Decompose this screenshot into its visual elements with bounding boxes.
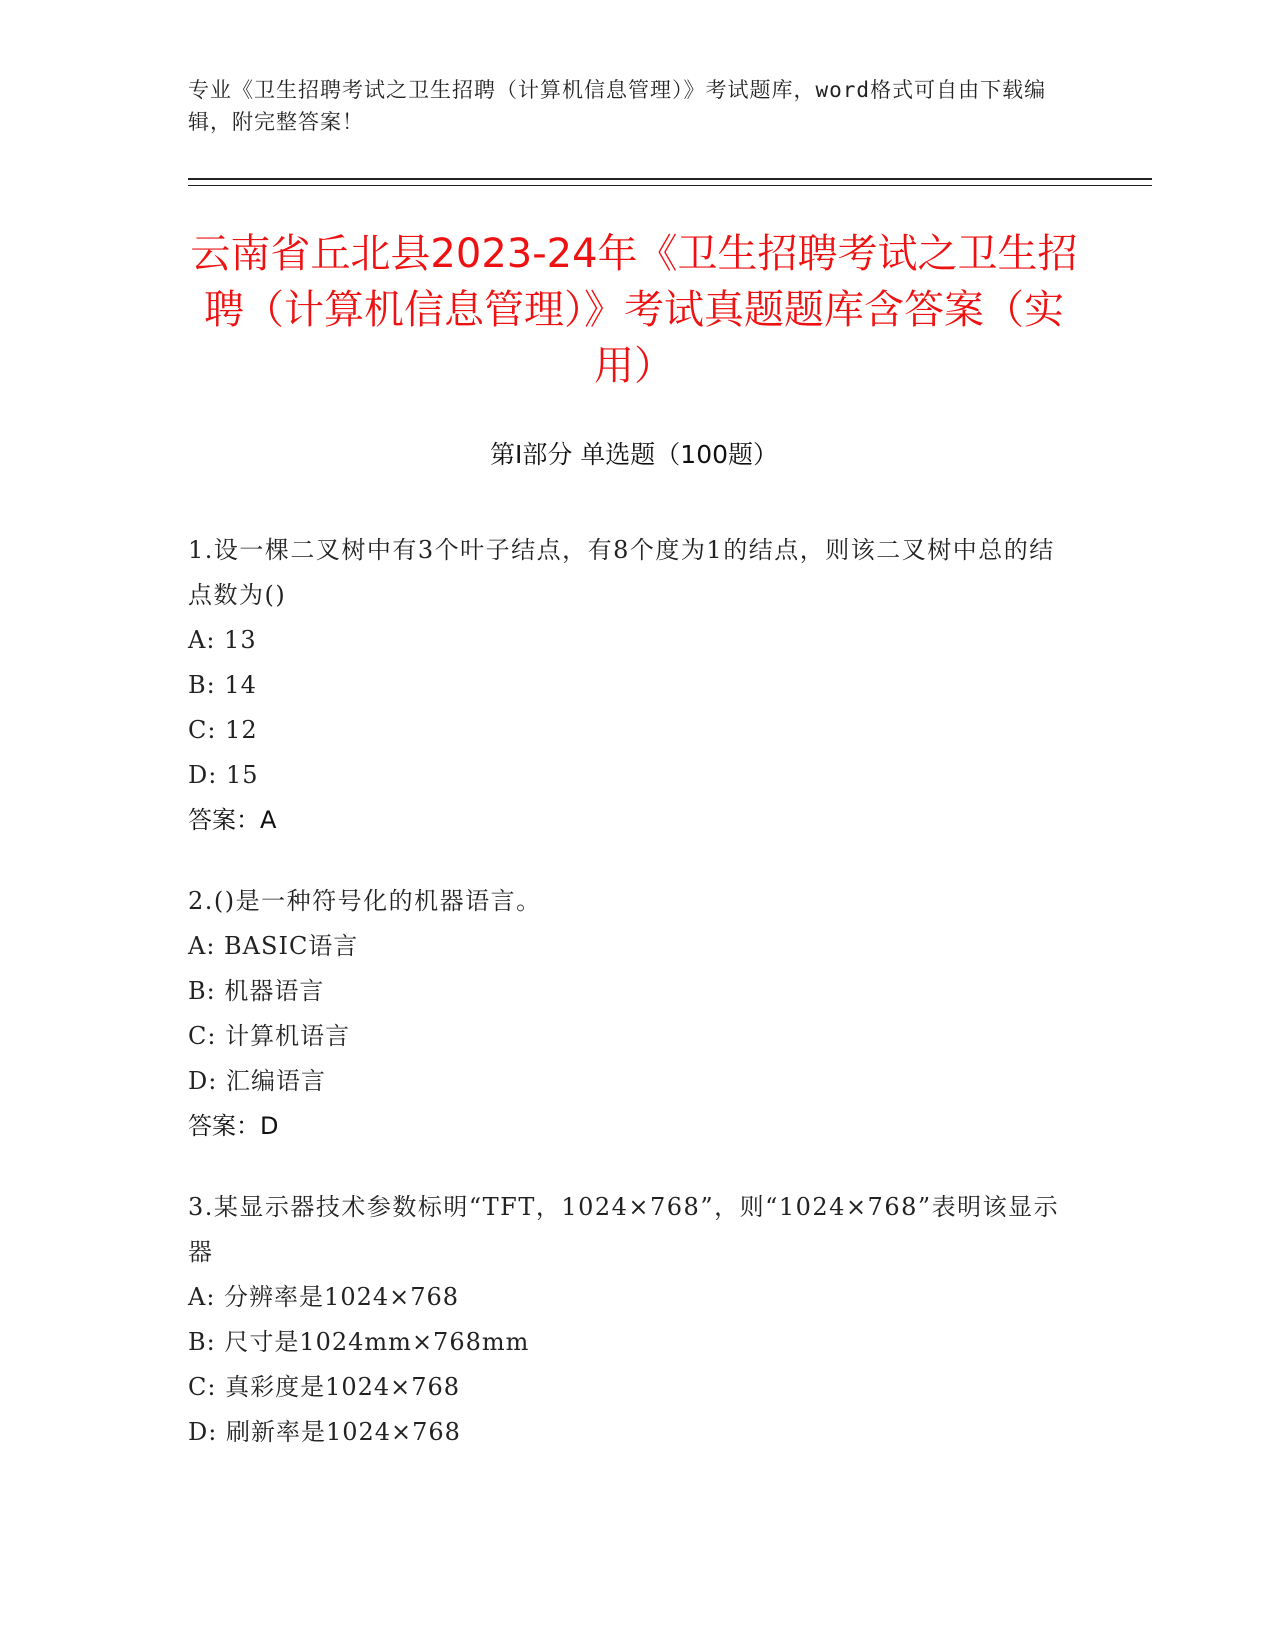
question-stem: 3.某显示器技术参数标明“TFT，1024×768”，则“1024×768”表明该显示器 (188, 1193, 1060, 1266)
option-b: B: 尺寸是1024mm×768mm (188, 1328, 530, 1356)
header-divider-thick (188, 178, 1152, 180)
question-3 (188, 1185, 1068, 1455)
answer-line: 答案：A (188, 806, 277, 834)
option-c: C: 计算机语言 (188, 1022, 351, 1050)
header-note: 专业《卫生招聘考试之卫生招聘（计算机信息管理）》考试题库，word格式可自由下载编辑，附完整答案！ (188, 78, 1047, 134)
option-d: D: 15 (188, 761, 259, 789)
option-d: D: 刷新率是1024×768 (188, 1418, 461, 1446)
document-title: 云南省丘北县2023-24年《卫生招聘考试之卫生招聘（计算机信息管理）》考试真题题库含答案（实用） (190, 231, 1078, 389)
option-b: B: 机器语言 (188, 977, 325, 1005)
question-stem: 1.设一棵二叉树中有3个叶子结点，有8个度为1的结点，则该二叉树中总的结点数为() (188, 536, 1055, 609)
answer-line: 答案：D (188, 1112, 279, 1140)
question-1 (188, 528, 1068, 843)
header-divider-thin (188, 185, 1152, 186)
question-stem: 2.()是一种符号化的机器语言。 (188, 887, 542, 915)
question-2 (188, 879, 1068, 1149)
option-a: A: BASIC语言 (188, 932, 359, 960)
option-d: D: 汇编语言 (188, 1067, 326, 1095)
question-list (188, 528, 1068, 1491)
section-heading: 第Ⅰ部分 单选题（100题） (489, 440, 779, 469)
option-c: C: 真彩度是1024×768 (188, 1373, 461, 1401)
option-a: A: 分辨率是1024×768 (188, 1283, 460, 1311)
option-c: C: 12 (188, 716, 258, 744)
option-b: B: 14 (188, 671, 257, 699)
option-a: A: 13 (188, 626, 257, 654)
